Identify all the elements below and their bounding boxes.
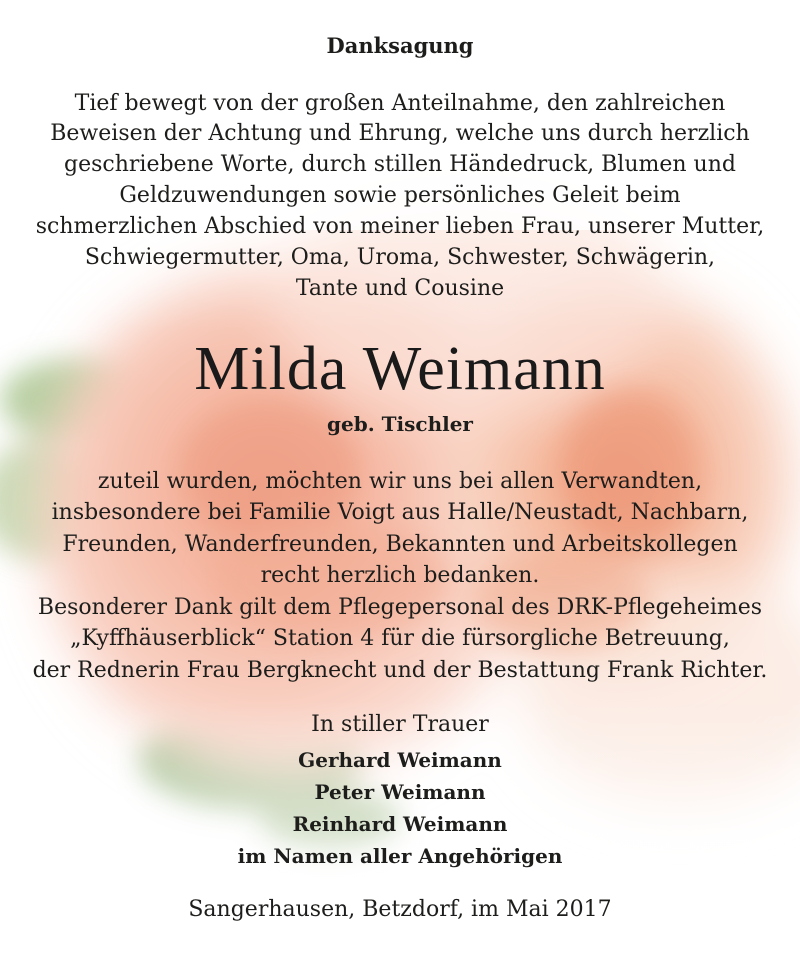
place-date: Sangerhausen, Betzdorf, im Mai 2017 [188, 897, 612, 922]
heading: Danksagung [326, 33, 474, 58]
mourner-name: im Namen aller Angehörigen [237, 844, 563, 868]
thanks-line: Besonderer Dank gilt dem Pflegepersonal des DRK-Pflegeheimes [37, 595, 763, 620]
intro-line: geschriebene Worte, durch stillen Händedruck, Blumen und [64, 152, 736, 177]
deceased-name: Milda Weimann [194, 335, 606, 403]
thanks-line: „Kyffhäuserblick“ Station 4 für die fürsorgliche Betreuung, [70, 626, 730, 651]
intro-line: Tante und Cousine [295, 276, 505, 301]
thanks-line: zuteil wurden, möchten wir uns bei allen Verwandten, [97, 469, 703, 494]
intro-line: Beweisen der Achtung und Ehrung, welche uns durch herzlich [50, 121, 750, 146]
birth-name: geb. Tischler [327, 412, 473, 436]
intro-line: Schwiegermutter, Oma, Uroma, Schwester, Schwägerin, [84, 245, 716, 270]
intro-line: schmerzlichen Abschied von meiner lieben Frau, unserer Mutter, [35, 214, 765, 239]
mourner-name: Peter Weimann [314, 780, 486, 804]
mourner-name: Gerhard Weimann [298, 748, 502, 772]
mourning-intro: In stiller Trauer [311, 712, 489, 737]
thanks-line: der Rednerin Frau Bergknecht und der Bestattung Frank Richter. [32, 658, 768, 683]
intro-line: Tief bewegt von der großen Anteilnahme, den zahlreichen [74, 91, 726, 116]
thanks-line: insbesondere bei Familie Voigt aus Halle/Neustadt, Nachbarn, [51, 500, 749, 525]
intro-line: Geldzuwendungen sowie persönliches Geleit beim [119, 183, 681, 208]
thanks-line: Freunden, Wanderfreunden, Bekannten und Arbeitskollegen [62, 532, 738, 557]
mourner-name: Reinhard Weimann [292, 812, 508, 836]
thanks-line: recht herzlich bedanken. [260, 563, 540, 588]
